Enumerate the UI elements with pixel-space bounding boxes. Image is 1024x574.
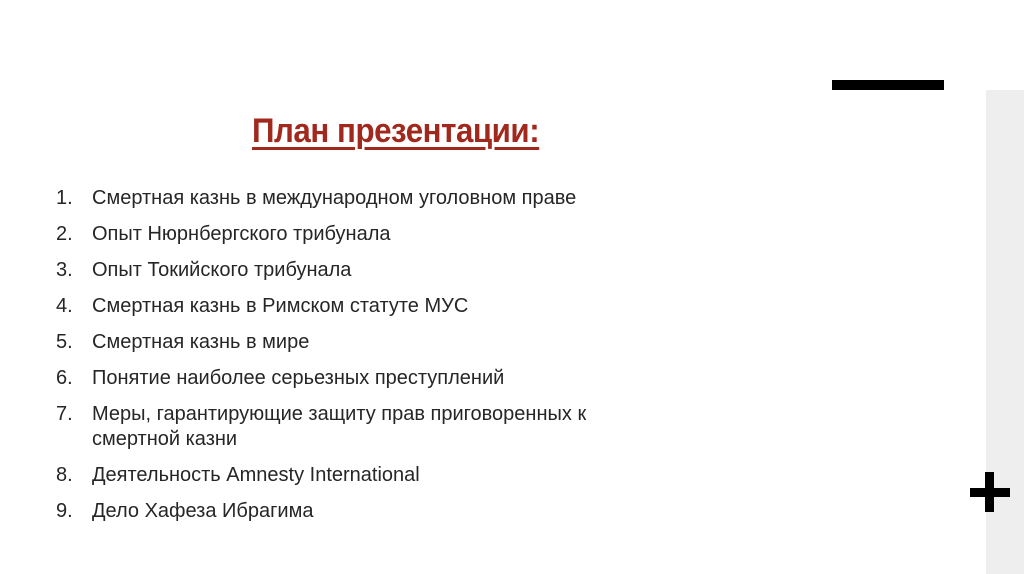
list-item-text: Смертная казнь в международном уголовном праве <box>92 187 577 209</box>
minus-bar-icon <box>832 80 944 90</box>
slide-title: План презентации: <box>252 112 540 150</box>
list-item <box>56 463 676 488</box>
list-item-number: 2. <box>56 223 73 245</box>
list-item-number: 1. <box>56 187 73 209</box>
list-item <box>56 402 676 452</box>
plan-list <box>56 186 676 535</box>
list-item <box>56 499 676 524</box>
list-item-text: Смертная казнь в мире <box>92 331 310 353</box>
plus-icon <box>966 468 1014 516</box>
list-item-text: Меры, гарантирующие защиту прав приговоренных к смертной казни <box>92 403 587 450</box>
list-item-text: Деятельность Amnesty International <box>92 464 420 486</box>
list-item <box>56 366 676 391</box>
list-item-number: 6. <box>56 367 73 389</box>
list-item-number: 8. <box>56 464 73 486</box>
list-item-text: Дело Хафеза Ибрагима <box>92 500 314 522</box>
plus-icon-vertical <box>985 472 994 512</box>
list-item <box>56 186 676 211</box>
list-item-number: 9. <box>56 500 73 522</box>
list-item-text: Опыт Нюрнбергского трибунала <box>92 223 391 245</box>
list-item <box>56 330 676 355</box>
list-item-number: 3. <box>56 259 73 281</box>
list-item-number: 4. <box>56 295 73 317</box>
list-item <box>56 222 676 247</box>
list-item-text: Смертная казнь в Римском статуте МУС <box>92 295 469 317</box>
list-item <box>56 258 676 283</box>
list-item-number: 7. <box>56 403 73 425</box>
list-item-text: Опыт Токийского трибунала <box>92 259 352 281</box>
list-item-number: 5. <box>56 331 73 353</box>
list-item-text: Понятие наиболее серьезных преступлений <box>92 367 505 389</box>
list-item <box>56 294 676 319</box>
